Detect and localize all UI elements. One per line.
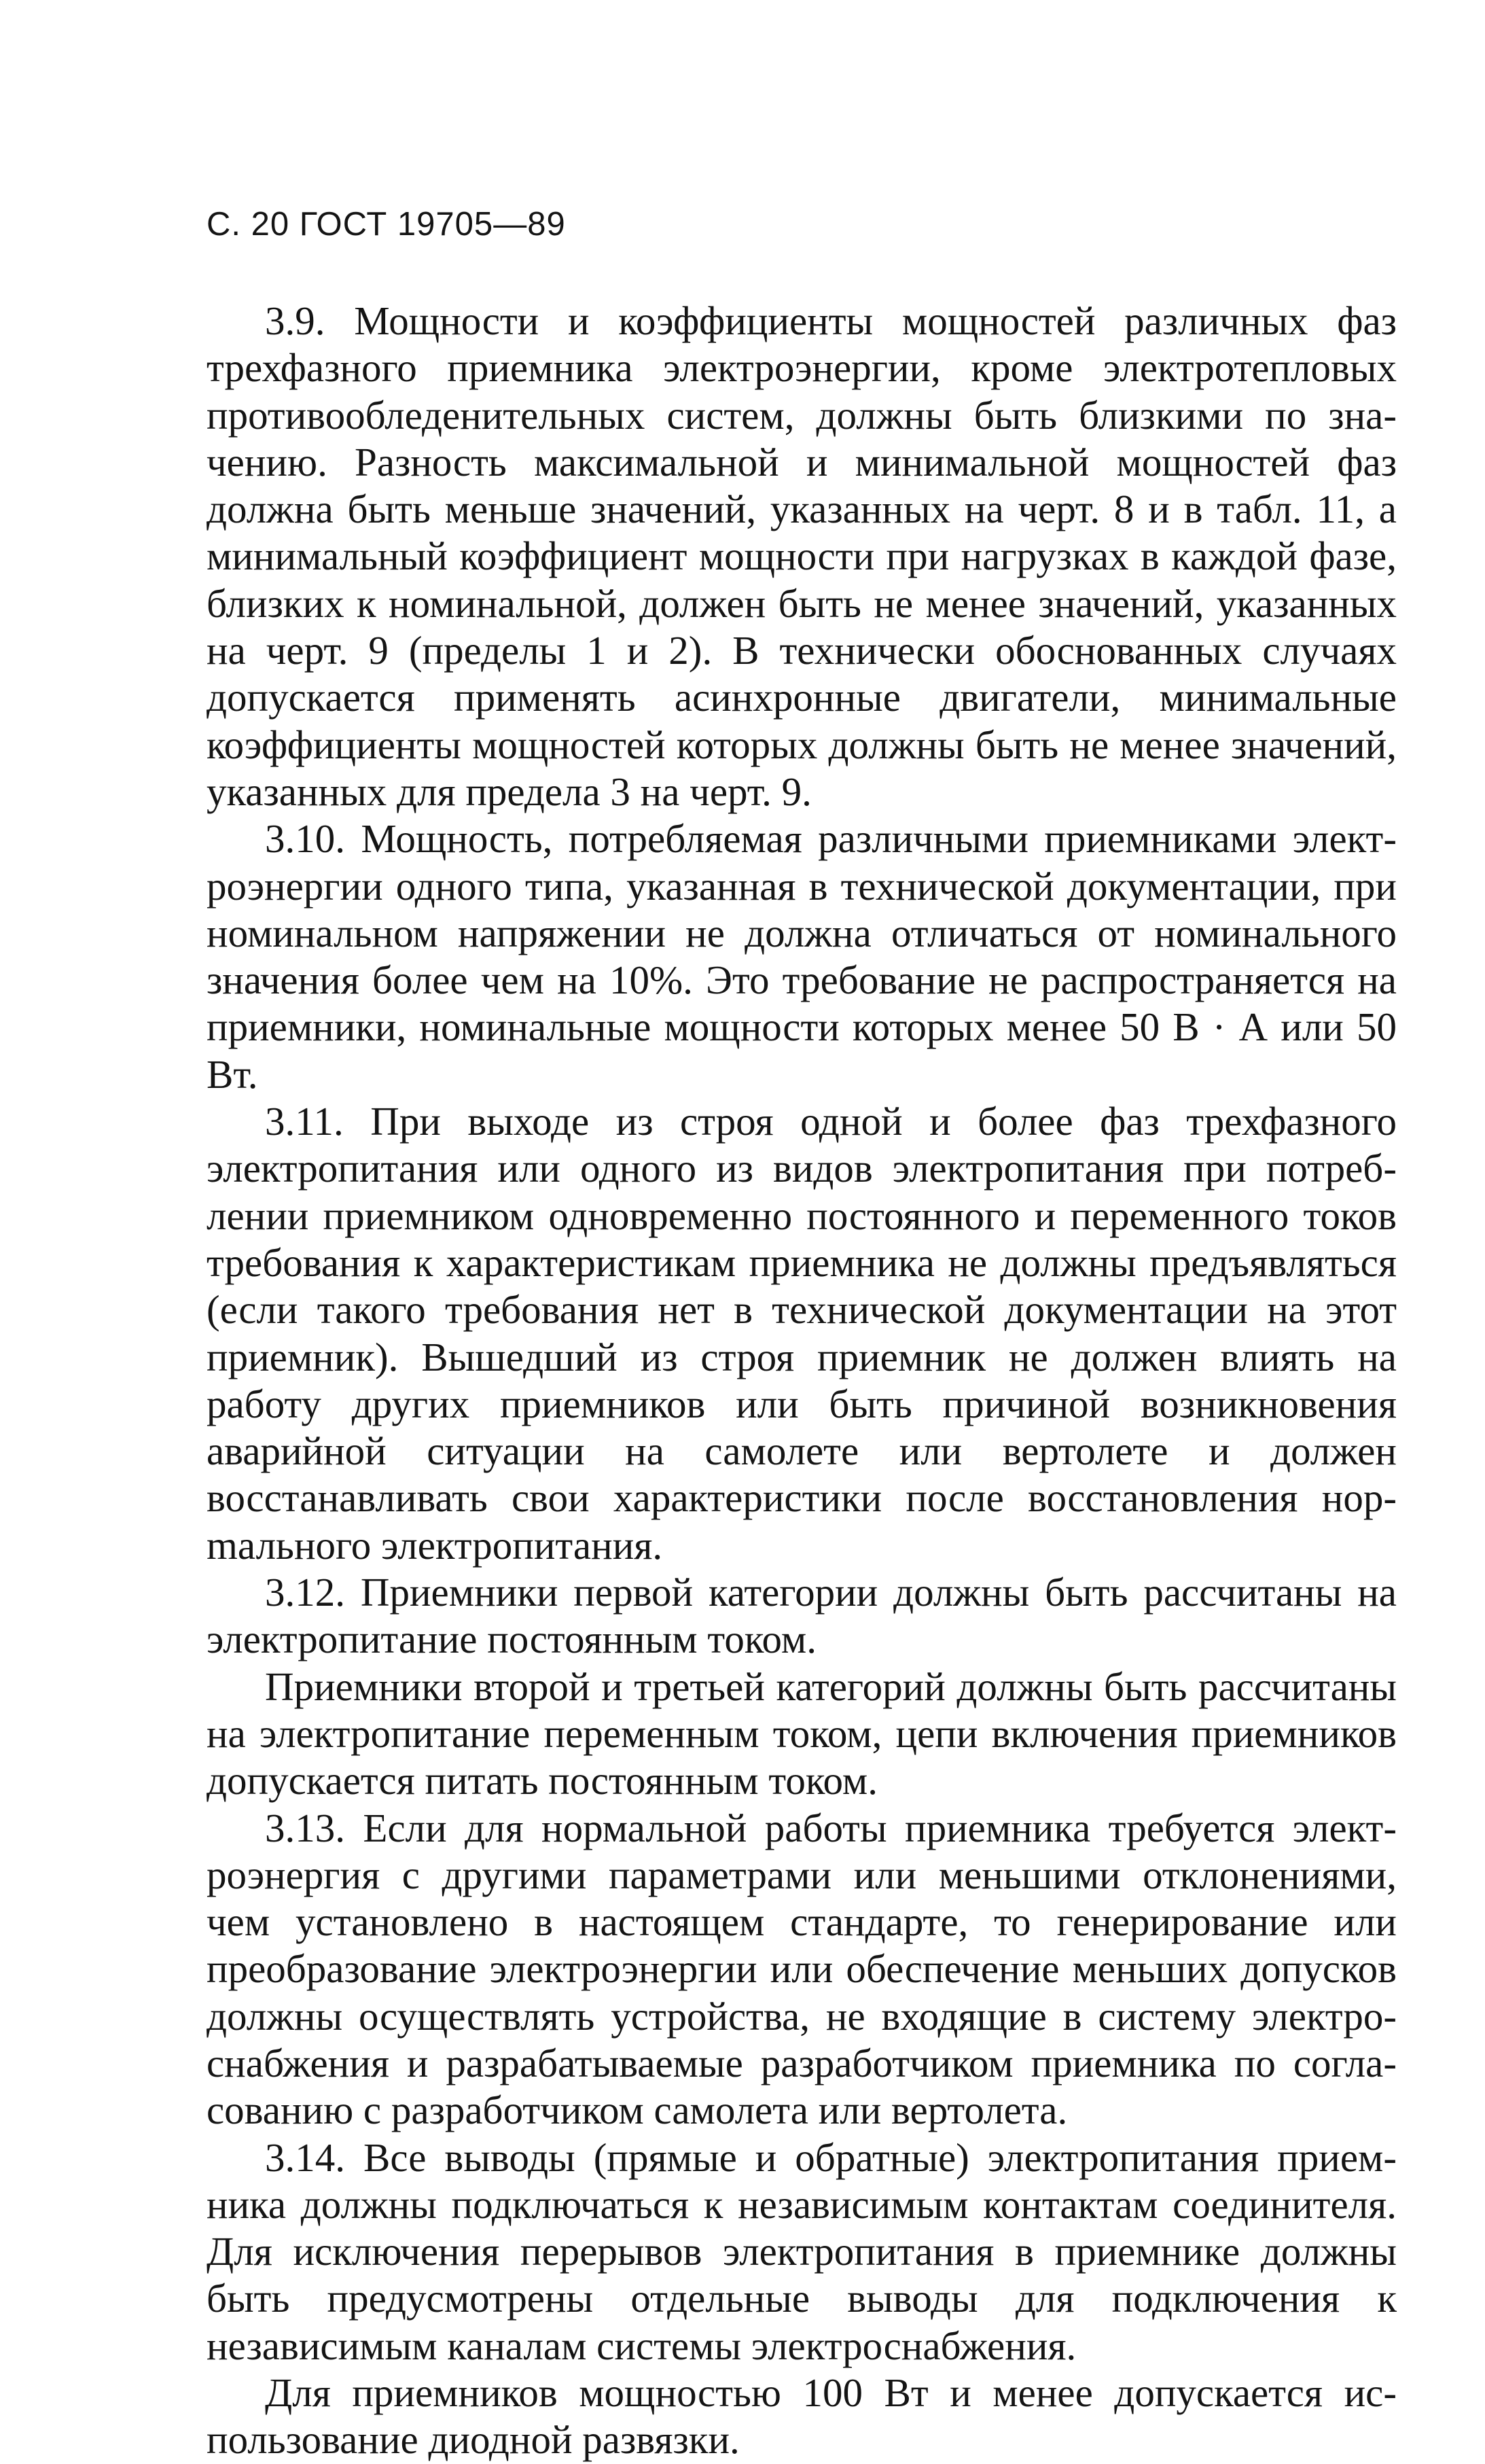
paragraph-3-13: 3.13. Если для нормальной работы приемника требуется электроэнергия с другими параметрами или меньшими отклонениями, чем установлено в настоящем стандарте, то генерирование или преобразование электроэнергии или обеспечение меньших допусков должны осуществлять устройства, не входящие в систему электроснабжения и разрабатываемые разработчиком приемника по согласованию с разработчиком самолета или вертолета. — [207, 1805, 1397, 2133]
paragraph-3-14: 3.14. Все выводы (прямые и обратные) электропитания приемника должны подключаться к независимым контактам соединителя. Для исключения перерывов электропитания в приемнике должны быть предусмотрены отдельные выводы для подключения к независимым каналам системы электроснабжения. — [207, 2134, 1397, 2368]
paragraph-3-12-continued: Приемники второй и третьей категорий должны быть рассчитаны на электропитание переменным током, цепи включения приемников допускается питать постоянным током. — [207, 1664, 1397, 1803]
document-body — [207, 298, 1397, 2464]
paragraph-3-10: 3.10. Мощность, потребляемая различными приемниками электроэнергии одного типа, указанная в технической документации, при номинальном напряжении не должна отличаться от номинального значения более чем на 10%. Это требование не распространяется на приемники, номинальные мощности которых менее 50 В · А или 50 Вт. — [207, 816, 1397, 1097]
paragraph-3-14-continued: Для приемников мощностью 100 Вт и менее допускается использование диодной развязки. — [207, 2370, 1397, 2463]
page-header: С. 20 ГОСТ 19705—89 — [207, 206, 566, 243]
paragraph-3-12: 3.12. Приемники первой категории должны быть рассчитаны на электропитание постоянным током. — [207, 1570, 1397, 1662]
paragraph-3-9: 3.9. Мощности и коэффициенты мощностей различных фаз трехфазного приемника электроэнергии, кроме электротепловых противообледенительных систем, должны быть близкими по значению. Разность максимальной и минимальной мощностей фаз должна быть меньше значений, указанных на черт. 8 и в табл. 11, а минимальный коэффициент мощности при нагрузках в каждой фазе, близких к номинальной, должен быть не менее значений, указанных на черт. 9 (пределы 1 и 2). В технически обоснованных случаях допускается применять асинхронные двигатели, минимальные коэффициенты мощностей которых должны быть не менее значений, указанных для предела 3 на черт. 9. — [207, 298, 1397, 814]
paragraph-3-11: 3.11. При выходе из строя одной и более фаз трехфазного электропитания или одного из видов электропитания при потреблении приемником одновременно постоянного и переменного токов требования к характеристикам приемника не должны предъявляться (если такого требования нет в технической документации на этот приемник). Вышедший из строя приемник не должен влиять на работу других приемников или быть причиной возникновения аварийной ситуации на самолете или вертолете и должен восстанавливать свои характеристики после восстановления норmального электропитания. — [207, 1099, 1397, 1568]
